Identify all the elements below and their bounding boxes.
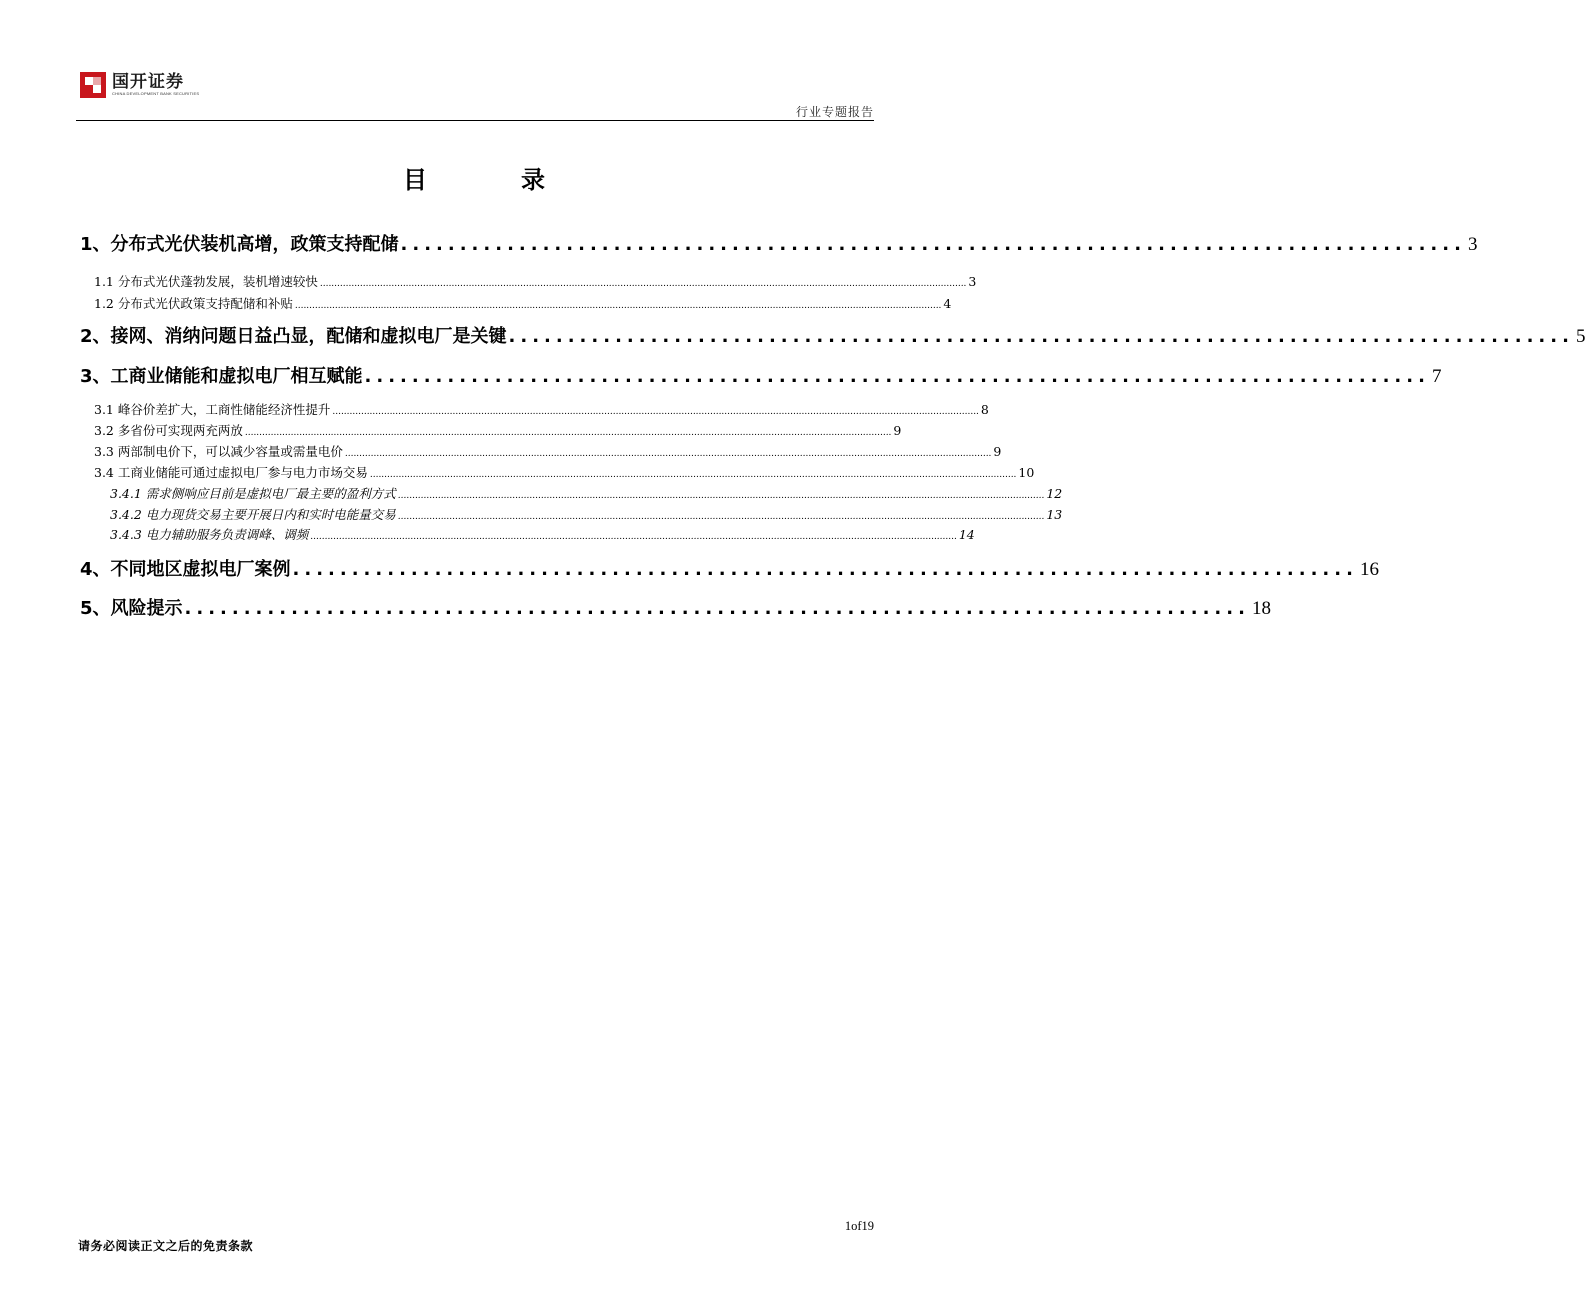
page-indicator: 1of19 xyxy=(844,1219,874,1233)
toc-entry[interactable] xyxy=(80,272,977,290)
toc-entry-page: 3 xyxy=(1467,234,1478,255)
toc-entry[interactable] xyxy=(80,594,1271,620)
dot-leader: .......................................................................................... xyxy=(292,559,1358,580)
toc-entry[interactable] xyxy=(80,505,1063,523)
disclaimer-notice: 请务必阅读正文之后的免责条款 xyxy=(78,1239,254,1253)
toc-entry-page: 10 xyxy=(1018,465,1035,480)
toc-entry[interactable] xyxy=(80,230,1478,256)
dot-leader: .......................................................................................... xyxy=(400,234,1466,255)
toc-entry[interactable] xyxy=(80,484,1063,502)
toc-entry[interactable] xyxy=(80,294,952,312)
toc-entry-page: 14 xyxy=(958,527,975,542)
toc-entry-label: 5、风险提示 xyxy=(80,598,183,619)
dot-leader: .................................................................................................................................................................................................................................. xyxy=(397,512,1045,522)
toc-entry-label: 3.3 两部制电价下，可以减少容量或需量电价 xyxy=(94,444,343,459)
toc-entry-page: 13 xyxy=(1046,507,1063,522)
dot-leader: .................................................................................................................................................................................................................................. xyxy=(310,532,957,542)
toc-entry-page: 7 xyxy=(1431,366,1442,387)
toc-entry-page: 18 xyxy=(1251,598,1271,619)
toc-title-char-1: 目 xyxy=(403,166,429,194)
toc-entry-page: 12 xyxy=(1046,486,1063,501)
toc-entry-label: 4、不同地区虚拟电厂案例 xyxy=(80,559,291,580)
toc-entry-label: 2、接网、消纳问题日益凸显，配储和虚拟电厂是关键 xyxy=(80,326,507,347)
toc-entry[interactable] xyxy=(80,421,902,439)
dot-leader: .................................................................................................................................................................................................................................. xyxy=(344,449,992,459)
toc-entry-label: 1.2 分布式光伏政策支持配储和补贴 xyxy=(94,296,293,311)
report-type-label: 行业专题报告 xyxy=(795,105,874,119)
dot-leader: .................................................................................................................................................................................................................................. xyxy=(369,470,1017,480)
toc-entry-page: 9 xyxy=(893,423,902,438)
toc-entry-label: 1、分布式光伏装机高增，政策支持配储 xyxy=(80,234,399,255)
dot-leader: .................................................................................................................................................................................................................................. xyxy=(244,428,892,438)
logo-chinese-name: 国开证券 xyxy=(112,72,184,92)
toc-entry-label: 1.1 分布式光伏蓬勃发展，装机增速较快 xyxy=(94,274,318,289)
dot-leader: .................................................................................................................................................................................................................................. xyxy=(332,407,979,417)
toc-entry[interactable] xyxy=(80,322,1585,348)
dot-leader: .......................................................................................... xyxy=(364,366,1430,387)
dot-leader: .................................................................................................................................................................................................................................. xyxy=(397,491,1045,501)
toc-entry-page: 5 xyxy=(1575,326,1585,347)
toc-entry-page: 3 xyxy=(968,274,977,289)
toc-entry[interactable] xyxy=(80,463,1035,481)
company-logo xyxy=(80,70,199,100)
toc-entry[interactable] xyxy=(80,362,1442,388)
logo-english-name: CHINA DEVELOPMENT BANK SECURITIES xyxy=(112,91,200,96)
header-divider xyxy=(76,120,874,121)
logo-mark-icon xyxy=(80,72,106,98)
dot-leader: .......................................................................................... xyxy=(184,598,1250,619)
toc-entry-label: 3.2 多省份可实现两充两放 xyxy=(94,423,243,438)
toc-entry-page: 8 xyxy=(980,402,989,417)
toc-entry[interactable] xyxy=(80,525,975,543)
toc-entry-page: 4 xyxy=(943,296,952,311)
dot-leader: .................................................................................................................................................................................................................................. xyxy=(294,301,942,311)
toc-entry-label: 3.4.1 需求侧响应目前是虚拟电厂最主要的盈利方式 xyxy=(110,486,396,501)
dot-leader: .................................................................................................................................................................................................................................. xyxy=(319,279,967,289)
toc-entry-label: 3、工商业储能和虚拟电厂相互赋能 xyxy=(80,366,363,387)
toc-title-char-2: 录 xyxy=(521,166,547,194)
toc-entry-label: 3.1 峰谷价差扩大，工商性储能经济性提升 xyxy=(94,402,331,417)
toc-entry[interactable] xyxy=(80,555,1379,581)
toc-title xyxy=(0,160,950,195)
toc-entry[interactable] xyxy=(80,442,1002,460)
dot-leader: .......................................................................................... xyxy=(508,326,1574,347)
toc-entry[interactable] xyxy=(80,400,989,418)
toc-entry-page: 9 xyxy=(993,444,1002,459)
toc-entry-label: 3.4.3 电力辅助服务负责调峰、调频 xyxy=(110,527,309,542)
toc-entry-label: 3.4 工商业储能可通过虚拟电厂参与电力市场交易 xyxy=(94,465,368,480)
toc-entry-label: 3.4.2 电力现货交易主要开展日内和实时电能量交易 xyxy=(110,507,396,522)
toc-entry-page: 16 xyxy=(1359,559,1379,580)
